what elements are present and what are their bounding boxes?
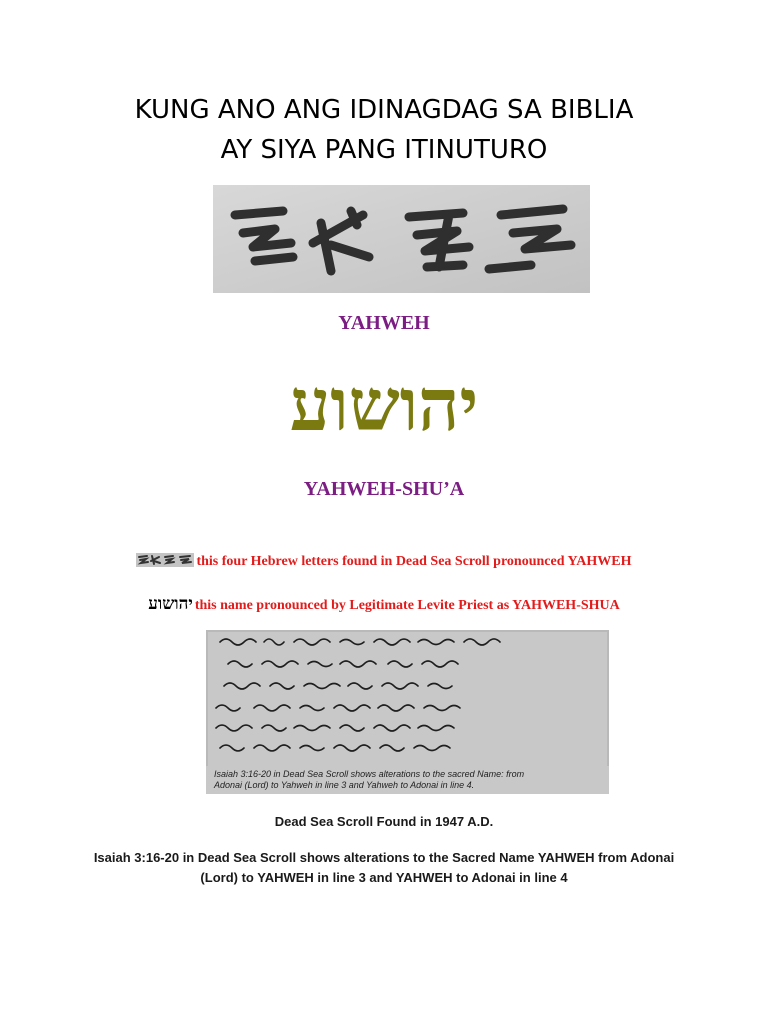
isaiah-caption (0, 848, 768, 888)
levite-priest-text: this name pronounced by Legitimate Levite Priest as YAHWEH-SHUA (194, 598, 620, 613)
isaiah-caption-line-1: Isaiah 3:16-20 in Dead Sea Scroll shows alterations to the Sacred Name YAHWEH from Adonai (93, 850, 675, 865)
dead-sea-scroll-manuscript-image (206, 630, 609, 794)
svg-text:Isaiah 3:16-20 in Dead Sea Scr: Isaiah 3:16-20 in Dead Sea Scroll shows alterations to the sacred Name: from (214, 769, 525, 779)
hebrew-name-large: יהושוע (289, 362, 479, 447)
isaiah-caption-line-2: (Lord) to YAHWEH in line 3 and YAHWEH to Adonai in line 4 (200, 870, 568, 885)
yahweh-label: YAHWEH (338, 312, 430, 334)
paleo-hebrew-scroll-image (213, 185, 590, 293)
page-title-line-2: AY SIYA PANG ITINUTURO (220, 135, 548, 165)
levite-priest-statement (0, 594, 768, 614)
svg-text:Adonai (Lord) to Yahweh in lin: Adonai (Lord) to Yahweh in line 3 and Yahweh to Adonai in line 4. (214, 780, 475, 790)
page-title-line-1: KUNG ANO ANG IDINAGDAG SA BIBLIA (134, 95, 634, 125)
yahweh-shua-label: YAHWEH-SHU’A (303, 478, 465, 500)
scroll-found-caption: Dead Sea Scroll Found in 1947 A.D. (274, 814, 494, 829)
paleo-hebrew-thumbnail-image (136, 553, 194, 567)
four-letters-statement (0, 553, 768, 570)
hebrew-name-small: יהושוע (148, 594, 193, 614)
four-letters-text: this four Hebrew letters found in Dead Sea Scroll pronounced YAHWEH (196, 554, 632, 569)
